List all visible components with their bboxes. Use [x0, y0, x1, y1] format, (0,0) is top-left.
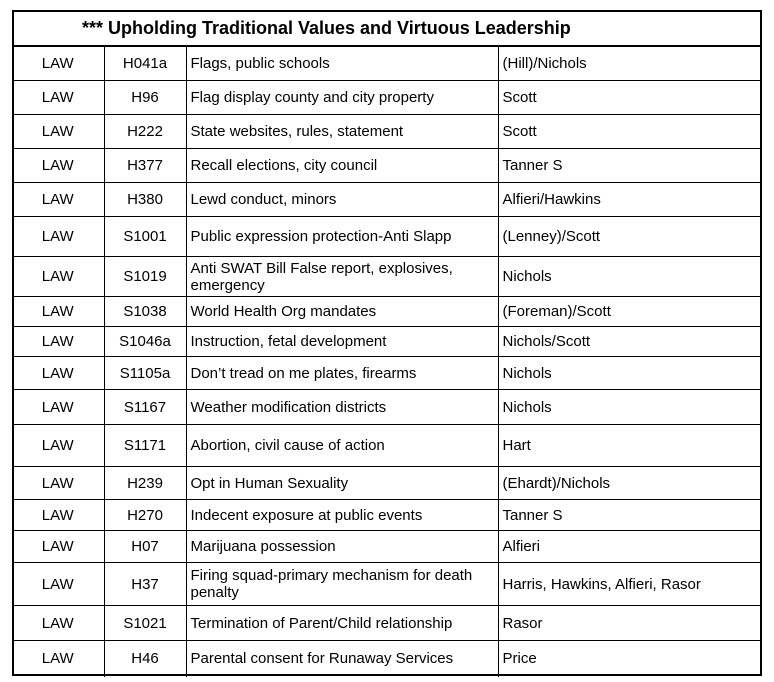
- sponsor-cell: Nichols: [498, 390, 762, 425]
- status-cell: LAW: [12, 257, 104, 297]
- bill-number-cell: H46: [104, 641, 186, 677]
- description-cell: Weather modification districts: [186, 390, 498, 425]
- table-row: [12, 425, 762, 467]
- description-cell: Parental consent for Runaway Services: [186, 641, 498, 677]
- description-cell: Indecent exposure at public events: [186, 500, 498, 531]
- status-cell: LAW: [12, 81, 104, 115]
- table-row: [12, 327, 762, 357]
- status-cell: LAW: [12, 606, 104, 641]
- sponsor-cell: Scott: [498, 81, 762, 115]
- sponsor-cell: Alfieri/Hawkins: [498, 183, 762, 217]
- status-cell: LAW: [12, 390, 104, 425]
- table-row: [12, 297, 762, 327]
- sponsor-cell: (Ehardt)/Nichols: [498, 467, 762, 500]
- table-row: [12, 257, 762, 297]
- bill-number-cell: S1105a: [104, 357, 186, 390]
- table-row: [12, 531, 762, 563]
- sponsor-cell: Tanner S: [498, 500, 762, 531]
- sponsor-cell: Nichols: [498, 357, 762, 390]
- description-cell: Public expression protection-Anti Slapp: [186, 217, 498, 257]
- table-row: [12, 500, 762, 531]
- description-cell: Termination of Parent/Child relationship: [186, 606, 498, 641]
- bill-number-cell: H377: [104, 149, 186, 183]
- sponsor-cell: Hart: [498, 425, 762, 467]
- sponsor-cell: (Lenney)/Scott: [498, 217, 762, 257]
- description-cell: Instruction, fetal development: [186, 327, 498, 357]
- sponsor-cell: Alfieri: [498, 531, 762, 563]
- description-cell: Don’t tread on me plates, firearms: [186, 357, 498, 390]
- sponsor-cell: (Foreman)/Scott: [498, 297, 762, 327]
- description-cell: Recall elections, city council: [186, 149, 498, 183]
- description-cell: World Health Org mandates: [186, 297, 498, 327]
- sponsor-cell: Tanner S: [498, 149, 762, 183]
- status-cell: LAW: [12, 115, 104, 149]
- table-row: [12, 641, 762, 677]
- bills-table: [12, 46, 762, 677]
- status-cell: LAW: [12, 327, 104, 357]
- sponsor-cell: Scott: [498, 115, 762, 149]
- bill-number-cell: H07: [104, 531, 186, 563]
- table-row: [12, 47, 762, 81]
- description-cell: State websites, rules, statement: [186, 115, 498, 149]
- bill-number-cell: S1021: [104, 606, 186, 641]
- table-title: *** Upholding Traditional Values and Virtuous Leadership: [12, 10, 762, 46]
- status-cell: LAW: [12, 217, 104, 257]
- status-cell: LAW: [12, 531, 104, 563]
- status-cell: LAW: [12, 47, 104, 81]
- description-cell: Firing squad-primary mechanism for death penalty: [186, 563, 498, 606]
- table-row: [12, 606, 762, 641]
- bill-number-cell: H380: [104, 183, 186, 217]
- status-cell: LAW: [12, 641, 104, 677]
- table-row: [12, 115, 762, 149]
- bill-number-cell: S1171: [104, 425, 186, 467]
- table-row: [12, 467, 762, 500]
- status-cell: LAW: [12, 467, 104, 500]
- status-cell: LAW: [12, 563, 104, 606]
- bill-number-cell: H270: [104, 500, 186, 531]
- status-cell: LAW: [12, 425, 104, 467]
- description-cell: Flags, public schools: [186, 47, 498, 81]
- description-cell: Abortion, civil cause of action: [186, 425, 498, 467]
- status-cell: LAW: [12, 149, 104, 183]
- sponsor-cell: Nichols: [498, 257, 762, 297]
- bill-number-cell: H239: [104, 467, 186, 500]
- table-row: [12, 183, 762, 217]
- description-cell: Anti SWAT Bill False report, explosives, emergency: [186, 257, 498, 297]
- bill-number-cell: H96: [104, 81, 186, 115]
- bill-number-cell: H041a: [104, 47, 186, 81]
- sponsor-cell: (Hill)/Nichols: [498, 47, 762, 81]
- status-cell: LAW: [12, 500, 104, 531]
- sponsor-cell: Harris, Hawkins, Alfieri, Rasor: [498, 563, 762, 606]
- table-row: [12, 81, 762, 115]
- table-row: [12, 217, 762, 257]
- bill-number-cell: H37: [104, 563, 186, 606]
- table-row: [12, 390, 762, 425]
- sponsor-cell: Price: [498, 641, 762, 677]
- status-cell: LAW: [12, 357, 104, 390]
- status-cell: LAW: [12, 183, 104, 217]
- bill-number-cell: S1046a: [104, 327, 186, 357]
- table-row: [12, 149, 762, 183]
- bill-number-cell: S1038: [104, 297, 186, 327]
- bill-number-cell: S1019: [104, 257, 186, 297]
- bills-table-body: [12, 47, 762, 677]
- table-row: [12, 357, 762, 390]
- description-cell: Lewd conduct, minors: [186, 183, 498, 217]
- description-cell: Flag display county and city property: [186, 81, 498, 115]
- bill-number-cell: S1167: [104, 390, 186, 425]
- description-cell: Marijuana possession: [186, 531, 498, 563]
- sponsor-cell: Rasor: [498, 606, 762, 641]
- table-row: [12, 563, 762, 606]
- sponsor-cell: Nichols/Scott: [498, 327, 762, 357]
- bill-number-cell: H222: [104, 115, 186, 149]
- bill-number-cell: S1001: [104, 217, 186, 257]
- description-cell: Opt in Human Sexuality: [186, 467, 498, 500]
- status-cell: LAW: [12, 297, 104, 327]
